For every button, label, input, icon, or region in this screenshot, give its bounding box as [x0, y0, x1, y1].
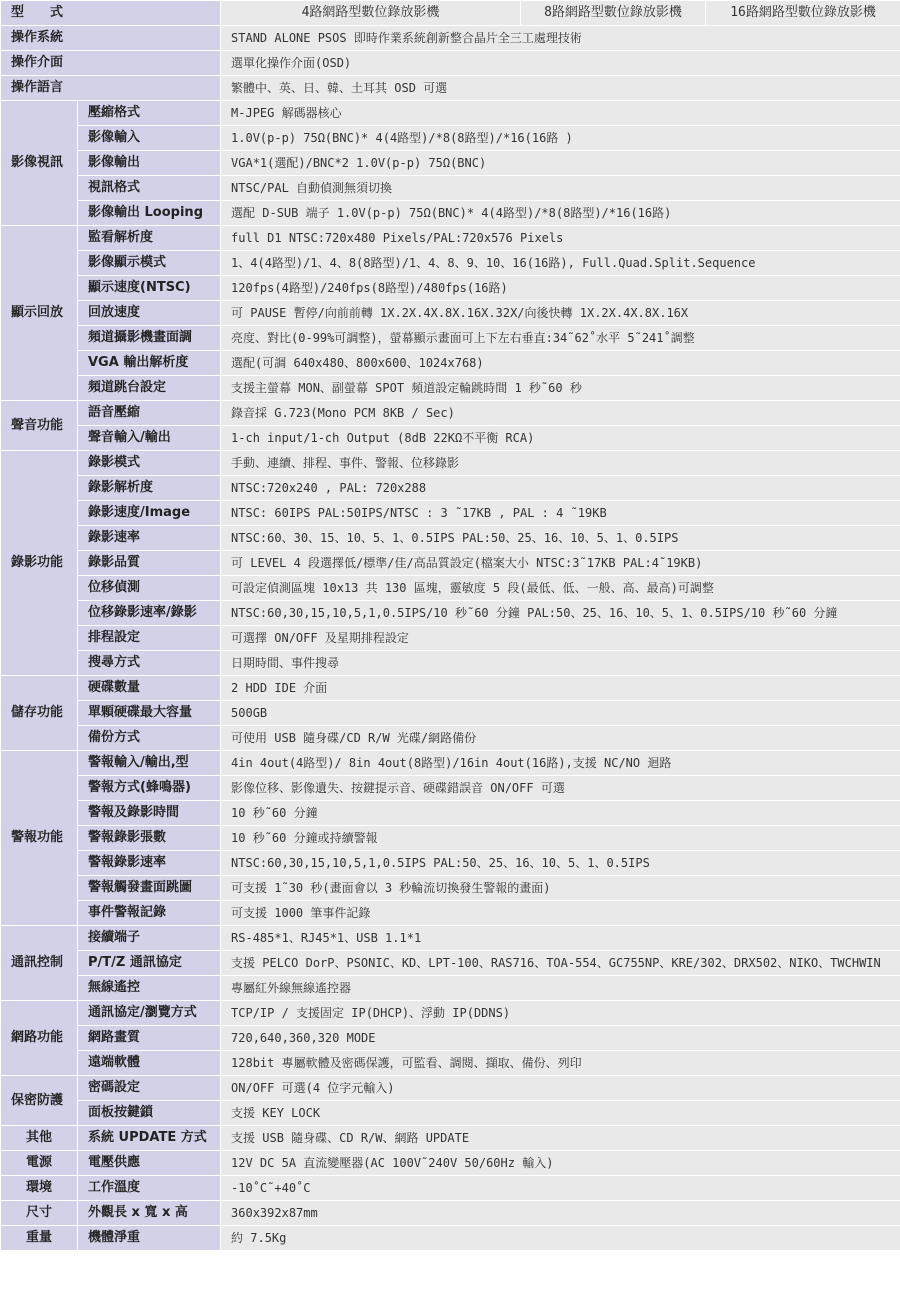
spec-label: 遠端軟體: [78, 1051, 221, 1076]
spec-value: VGA*1(選配)/BNC*2 1.0V(p-p) 75Ω(BNC): [221, 151, 900, 176]
spec-value: 可使用 USB 隨身碟/CD R/W 光碟/網路備份: [221, 726, 900, 751]
spec-value: RS-485*1、RJ45*1、USB 1.1*1: [221, 926, 900, 951]
category-label: 聲音功能: [1, 401, 78, 451]
category-label: 顯示回放: [1, 226, 78, 401]
spec-value: 1、4(4路型)/1、4、8(8路型)/1、4、8、9、10、16(16路), Full.Quad.Split.Sequence: [221, 251, 900, 276]
spec-value: 4in 4out(4路型)/ 8in 4out(8路型)/16in 4out(16路),支援 NC/NO 迴路: [221, 751, 900, 776]
spec-label: 搜尋方式: [78, 651, 221, 676]
spec-row: [1, 826, 900, 851]
spec-row: [1, 526, 900, 551]
spec-row: [1, 926, 900, 951]
spec-row: [1, 801, 900, 826]
spec-value: 128bit 專屬軟體及密碼保護，可監看、調閱、擷取、備份、列印: [221, 1051, 900, 1076]
spec-value: 12V DC 5A 直流變壓器(AC 100V˜240V 50/60Hz 輸入): [221, 1151, 900, 1176]
spec-value: NTSC: 60IPS PAL:50IPS/NTSC : 3 ˜17KB , PAL : 4 ˜19KB: [221, 501, 900, 526]
spec-row: [1, 376, 900, 401]
category-label: 通訊控制: [1, 926, 78, 1001]
spec-value: TCP/IP / 支援固定 IP(DHCP)、浮動 IP(DDNS): [221, 1001, 900, 1026]
spec-label: 警報輸入/輸出,型: [78, 751, 221, 776]
spec-value: NTSC:720x240 , PAL: 720x288: [221, 476, 900, 501]
spec-value: 錄音採 G.723(Mono PCM 8KB / Sec): [221, 401, 900, 426]
spec-row: [1, 726, 900, 751]
category-label: 環境: [1, 1176, 78, 1201]
spec-label: VGA 輸出解析度: [78, 351, 221, 376]
category-label: 尺寸: [1, 1201, 78, 1226]
spec-row: [1, 426, 900, 451]
spec-label: 錄影速度/Image: [78, 501, 221, 526]
spec-value: 支援 USB 隨身碟、CD R/W、網路 UPDATE: [221, 1126, 900, 1151]
spec-value: NTSC/PAL 自動偵測無須切換: [221, 176, 900, 201]
spec-label: 回放速度: [78, 301, 221, 326]
spec-value: 10 秒˜60 分鐘或持續警報: [221, 826, 900, 851]
spec-label: 排程設定: [78, 626, 221, 651]
spec-value: 1-ch input/1-ch Output (8dB 22KΩ不平衡 RCA): [221, 426, 900, 451]
spec-value: NTSC:60,30,15,10,5,1,0.5IPS PAL:50、25、16、10、5、1、0.5IPS: [221, 851, 900, 876]
spec-row: [1, 1176, 900, 1201]
spec-label: 監看解析度: [78, 226, 221, 251]
spec-value: 繁體中、英、日、韓、土耳其 OSD 可選: [221, 76, 900, 101]
spec-value: STAND ALONE PSOS 即時作業系統創新整合晶片全三工處理技術: [221, 26, 900, 51]
spec-label: 位移錄影速率/錄影: [78, 601, 221, 626]
spec-label: 錄影模式: [78, 451, 221, 476]
spec-label: 操作語言: [1, 76, 221, 101]
spec-row: [1, 551, 900, 576]
spec-value: 2 HDD IDE 介面: [221, 676, 900, 701]
spec-row: [1, 351, 900, 376]
spec-row: [1, 626, 900, 651]
spec-row: [1, 651, 900, 676]
category-label: 電源: [1, 1151, 78, 1176]
spec-value: NTSC:60、30、15、10、5、1、0.5IPS PAL:50、25、16、10、5、1、0.5IPS: [221, 526, 900, 551]
spec-value: ON/OFF 可選(4 位字元輸入): [221, 1076, 900, 1101]
model-4ch: 4路網路型數位錄放影機: [221, 1, 521, 26]
spec-label: 操作介面: [1, 51, 221, 76]
spec-row: [1, 201, 900, 226]
category-label: 保密防護: [1, 1076, 78, 1126]
spec-value: 10 秒˜60 分鐘: [221, 801, 900, 826]
spec-row: [1, 851, 900, 876]
spec-label: 工作溫度: [78, 1176, 221, 1201]
category-label: 儲存功能: [1, 676, 78, 751]
model-header-label: 型 式: [1, 1, 221, 26]
spec-value: 可設定偵測區塊 10x13 共 130 區塊，靈敏度 5 段(最低、低、一般、高、最高)可調整: [221, 576, 900, 601]
spec-label: 警報及錄影時間: [78, 801, 221, 826]
spec-row: [1, 576, 900, 601]
spec-label: 影像輸入: [78, 126, 221, 151]
category-label: 網路功能: [1, 1001, 78, 1076]
category-label: 重量: [1, 1226, 78, 1251]
spec-row-interface: [1, 51, 900, 76]
spec-row-os: [1, 26, 900, 51]
spec-value: 約 7.5Kg: [221, 1226, 900, 1251]
spec-label: 警報方式(蜂鳴器): [78, 776, 221, 801]
spec-label: 操作系統: [1, 26, 221, 51]
spec-label: 壓縮格式: [78, 101, 221, 126]
spec-table-body: [1, 1, 900, 1251]
header-row: [1, 1, 900, 26]
spec-value: NTSC:60,30,15,10,5,1,0.5IPS/10 秒˜60 分鐘 PAL:50、25、16、10、5、1、0.5IPS/10 秒˜60 分鐘: [221, 601, 900, 626]
spec-label: 視訊格式: [78, 176, 221, 201]
spec-value: 支援 KEY LOCK: [221, 1101, 900, 1126]
spec-row: [1, 951, 900, 976]
spec-label: 位移偵測: [78, 576, 221, 601]
spec-label: 語音壓縮: [78, 401, 221, 426]
spec-label: 頻道跳台設定: [78, 376, 221, 401]
spec-value: -10˚C˜+40˚C: [221, 1176, 900, 1201]
spec-row: [1, 1151, 900, 1176]
spec-value: 支援 PELCO DorP、PSONIC、KD、LPT-100、RAS716、TOA-554、GC755NP、KRE/302、DRX502、NIKO、TWCHWIN: [221, 951, 900, 976]
spec-value: 可 LEVEL 4 段選擇低/標準/佳/高品質設定(檔案大小 NTSC:3˜17KB PAL:4˜19KB): [221, 551, 900, 576]
spec-label: 影像輸出 Looping: [78, 201, 221, 226]
spec-value: 360x392x87mm: [221, 1201, 900, 1226]
spec-row: [1, 1001, 900, 1026]
spec-label: 錄影速率: [78, 526, 221, 551]
spec-row: [1, 751, 900, 776]
spec-label: 頻道攝影機畫面調: [78, 326, 221, 351]
spec-value: 可支援 1˜30 秒(畫面會以 3 秒輪流切換發生警報的畫面): [221, 876, 900, 901]
spec-label: P/T/Z 通訊協定: [78, 951, 221, 976]
model-16ch: 16路網路型數位錄放影機: [706, 1, 900, 26]
spec-label: 影像顯示模式: [78, 251, 221, 276]
spec-label: 備份方式: [78, 726, 221, 751]
spec-value: M-JPEG 解碼器核心: [221, 101, 900, 126]
spec-label: 警報觸發畫面跳圖: [78, 876, 221, 901]
spec-label: 接續端子: [78, 926, 221, 951]
spec-row: [1, 676, 900, 701]
spec-row: [1, 101, 900, 126]
spec-value: 可選擇 ON/OFF 及星期排程設定: [221, 626, 900, 651]
spec-row: [1, 1126, 900, 1151]
spec-label: 警報錄影速率: [78, 851, 221, 876]
spec-label: 通訊協定/瀏覽方式: [78, 1001, 221, 1026]
spec-label: 錄影解析度: [78, 476, 221, 501]
spec-label: 顯示速度(NTSC): [78, 276, 221, 301]
spec-row: [1, 126, 900, 151]
spec-value: 手動、連續、排程、事件、警報、位移錄影: [221, 451, 900, 476]
spec-value: 720,640,360,320 MODE: [221, 1026, 900, 1051]
spec-label: 錄影品質: [78, 551, 221, 576]
spec-label: 外觀長 x 寬 x 高: [78, 1201, 221, 1226]
spec-value: 選配 D-SUB 端子 1.0V(p-p) 75Ω(BNC)* 4(4路型)/*8(8路型)/*16(16路): [221, 201, 900, 226]
category-label: 錄影功能: [1, 451, 78, 676]
spec-row: [1, 176, 900, 201]
spec-label: 硬碟數量: [78, 676, 221, 701]
spec-row: [1, 401, 900, 426]
spec-label: 網路畫質: [78, 1026, 221, 1051]
spec-row: [1, 226, 900, 251]
spec-row: [1, 251, 900, 276]
spec-label: 單顆硬碟最大容量: [78, 701, 221, 726]
spec-row: [1, 501, 900, 526]
spec-label: 機體淨重: [78, 1226, 221, 1251]
spec-label: 影像輸出: [78, 151, 221, 176]
spec-value: 選單化操作介面(OSD): [221, 51, 900, 76]
spec-row: [1, 151, 900, 176]
spec-value: 亮度、對比(0-99%可調整)，螢幕顯示畫面可上下左右垂直:34˜62˚水平 5˜241˚調整: [221, 326, 900, 351]
spec-label: 聲音輸入/輸出: [78, 426, 221, 451]
spec-value: 日期時間、事件搜尋: [221, 651, 900, 676]
spec-row: [1, 701, 900, 726]
spec-label: 系統 UPDATE 方式: [78, 1126, 221, 1151]
category-label: 警報功能: [1, 751, 78, 926]
model-8ch: 8路網路型數位錄放影機: [521, 1, 706, 26]
spec-value: 支援主螢幕 MON、副螢幕 SPOT 頻道設定輪跳時間 1 秒˜60 秒: [221, 376, 900, 401]
spec-value: 500GB: [221, 701, 900, 726]
spec-row: [1, 476, 900, 501]
spec-value: full D1 NTSC:720x480 Pixels/PAL:720x576 Pixels: [221, 226, 900, 251]
spec-label: 事件警報記錄: [78, 901, 221, 926]
spec-row: [1, 601, 900, 626]
spec-row: [1, 1026, 900, 1051]
spec-row: [1, 876, 900, 901]
spec-row: [1, 276, 900, 301]
spec-row: [1, 1226, 900, 1251]
category-label: 其他: [1, 1126, 78, 1151]
spec-row: [1, 776, 900, 801]
spec-value: 可支援 1000 筆事件記錄: [221, 901, 900, 926]
spec-row: [1, 901, 900, 926]
spec-row: [1, 1201, 900, 1226]
spec-row: [1, 1076, 900, 1101]
spec-label: 電壓供應: [78, 1151, 221, 1176]
spec-label: 警報錄影張數: [78, 826, 221, 851]
spec-row: [1, 1101, 900, 1126]
spec-value: 選配(可調 640x480、800x600、1024x768): [221, 351, 900, 376]
spec-row: [1, 976, 900, 1001]
spec-label: 密碼設定: [78, 1076, 221, 1101]
spec-row: [1, 301, 900, 326]
spec-value: 專屬紅外線無線遙控器: [221, 976, 900, 1001]
spec-value: 可 PAUSE 暫停/向前前轉 1X.2X.4X.8X.16X.32X/向後快轉 1X.2X.4X.8X.16X: [221, 301, 900, 326]
category-label: 影像視訊: [1, 101, 78, 226]
spec-value: 120fps(4路型)/240fps(8路型)/480fps(16路): [221, 276, 900, 301]
spec-row-language: [1, 76, 900, 101]
spec-label: 面板按鍵鎖: [78, 1101, 221, 1126]
spec-row: [1, 1051, 900, 1076]
spec-row: [1, 326, 900, 351]
spec-row: [1, 451, 900, 476]
spec-label: 無線遙控: [78, 976, 221, 1001]
spec-value: 影像位移、影像遺失、按鍵提示音、硬碟錯誤音 ON/OFF 可選: [221, 776, 900, 801]
spec-value: 1.0V(p-p) 75Ω(BNC)* 4(4路型)/*8(8路型)/*16(16路 ): [221, 126, 900, 151]
